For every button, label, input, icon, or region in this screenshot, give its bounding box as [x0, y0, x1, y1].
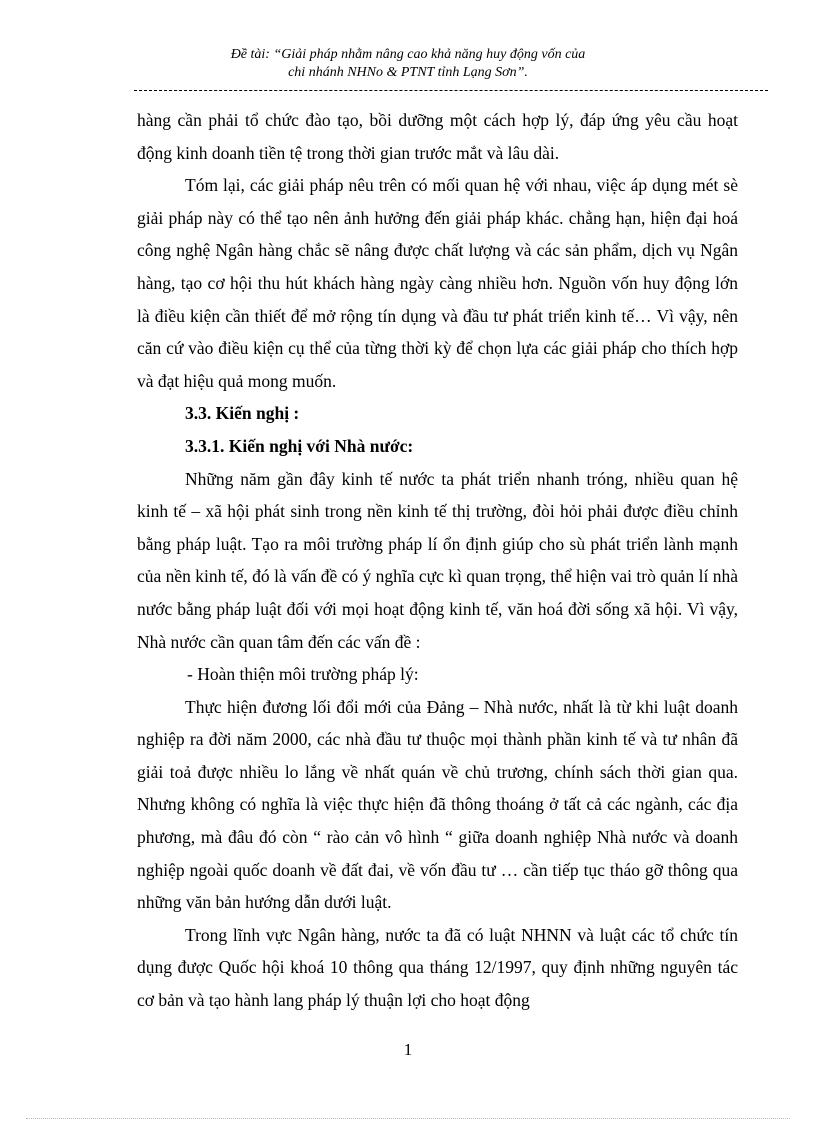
- header-line-1: Đề tài: “Giải pháp nhằm nâng cao khả năng huy động vốn của: [230, 47, 586, 62]
- paragraph-continuation: hàng cần phải tổ chức đào tạo, bồi dưỡng một cách hợp lý, đáp ứng yêu cầu hoạt động kinh doanh tiền tệ trong thời gian trước mắt và lâu dài.: [137, 110, 738, 163]
- paragraph-renovation-policy: Thực hiện đương lối đổi mới của Đảng – Nhà nước, nhất là từ khi luật doanh nghiệp ra đời năm 2000, các nhà đầu tư thuộc mọi thành phần kinh tế và tư nhân đã giải toả được nhiều lo lắng về nhất quán về chủ trương, chính sách thời gian qua. Nhưng không có nghĩa là việc thực hiện đã thông thoáng ở tất cả các ngành, các địa phương, mà đâu đó còn “ rào cản vô hình “ giữa doanh nghiệp Nhà nước và doanh nghiệp ngoài quốc doanh về đất đai, về vốn đầu tư … cần tiếp tục tháo gỡ thông qua những văn bản hướng dẫn dưới luật.: [137, 696, 738, 913]
- header-divider: [134, 90, 768, 91]
- document-body: [137, 104, 738, 1017]
- subsection-heading: 3.3.1. Kiến nghị với Nhà nước:: [185, 435, 414, 456]
- paragraph-state-recommendation: Những năm gần đây kinh tế nước ta phát triển nhanh tróng, nhiều quan hệ kinh tế – xã hội phát sinh trong nền kinh tế thị trường, đòi hỏi phải được điều chỉnh bằng pháp luật. Tạo ra môi trường pháp lí ổn định giúp cho sù phát triển lành mạnh của nền kinh tế, đó là vấn đề có ý nghĩa cực kì quan trọng, thể hiện vai trò quản lí nhà nước bằng pháp luật đối với mọi hoạt động kinh tế, văn hoá đời sống xã hội. Vì vậy, Nhà nước cần quan tâm đến các vấn đề :: [137, 468, 738, 652]
- header-line-2: chi nhánh NHNo & PTNT tỉnh Lạng Sơn”.: [288, 65, 528, 80]
- paragraph-banking-sector: Trong lĩnh vực Ngân hàng, nước ta đã có luật NHNN và luật các tổ chức tín dụng được Quốc hội khoá 10 thông qua tháng 12/1997, quy định những nguyên tác cơ bản và tạo hành lang pháp lý thuận lợi cho hoạt động: [137, 924, 738, 1011]
- document-header: [130, 46, 686, 82]
- paragraph-summary: Tóm lại, các giải pháp nêu trên có mối quan hệ với nhau, việc áp dụng mét sè giải pháp này có thể tạo nên ảnh hưởng đến giải pháp khác. chẳng hạn, hiện đại hoá công nghệ Ngân hàng chắc sẽ nâng được chất lượng và các sản phẩm, dịch vụ Ngân hàng, tạo cơ hội thu hút khách hàng ngày càng nhiều hơn. Nguồn vốn huy động lớn là điều kiện cần thiết để mở rộng tín dụng và đầu tư phát triển kinh tế… Vì vậy, nên căn cứ vào điều kiện cụ thể của từng thời kỳ để chọn lựa các giải pháp cho thích hợp và đạt hiệu quả mong muốn.: [137, 175, 738, 391]
- page-bottom-border: [26, 1118, 790, 1119]
- section-heading: 3.3. Kiến nghị :: [185, 403, 300, 424]
- bullet-legal-environment: - Hoàn thiện môi trường pháp lý:: [187, 664, 419, 685]
- page-number: 1: [403, 1040, 413, 1059]
